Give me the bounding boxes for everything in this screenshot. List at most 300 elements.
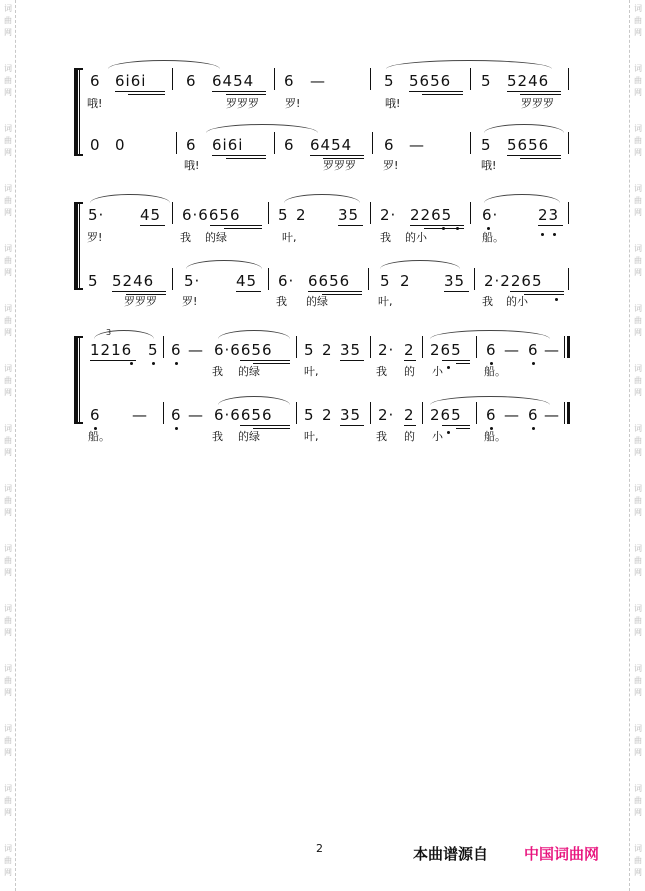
watermark-char: 曲 bbox=[4, 676, 12, 685]
watermark-char: 词 bbox=[4, 244, 12, 253]
beam bbox=[140, 225, 165, 226]
low-octave-dot bbox=[456, 227, 459, 230]
note: 6 bbox=[171, 341, 182, 359]
watermark-char: 网 bbox=[634, 508, 642, 517]
note: 6· bbox=[278, 272, 295, 290]
beam bbox=[128, 94, 165, 95]
slur bbox=[430, 330, 550, 339]
note-group: 5246 bbox=[507, 72, 550, 90]
lyric: 罗罗罗 bbox=[124, 295, 157, 308]
beam bbox=[442, 360, 470, 361]
beam bbox=[404, 425, 416, 426]
lyric: 叶, bbox=[378, 295, 393, 308]
watermark-char: 网 bbox=[634, 568, 642, 577]
note: 5 bbox=[304, 341, 315, 359]
note: 0 bbox=[90, 136, 101, 154]
watermark-char: 网 bbox=[4, 88, 12, 97]
beam bbox=[226, 94, 266, 95]
note: 2· bbox=[378, 341, 395, 359]
note: 6 bbox=[384, 136, 395, 154]
barline bbox=[163, 336, 164, 358]
barline bbox=[476, 336, 477, 358]
lyric: 叶, bbox=[282, 231, 297, 244]
note-group: 5656 bbox=[409, 72, 452, 90]
watermark-char: 曲 bbox=[4, 736, 12, 745]
watermark-char: 词 bbox=[634, 244, 642, 253]
watermark-char: 网 bbox=[4, 28, 12, 37]
beam bbox=[90, 360, 136, 361]
note: 6 bbox=[284, 136, 295, 154]
note: 2 bbox=[400, 272, 411, 290]
note-group: 35 bbox=[444, 272, 466, 290]
watermark-char: 词 bbox=[634, 364, 642, 373]
watermark-char: 网 bbox=[4, 868, 12, 877]
watermark-char: 网 bbox=[4, 688, 12, 697]
note-group: 6454 bbox=[310, 136, 353, 154]
lyric: 的绿 bbox=[205, 231, 227, 244]
note: 5 bbox=[278, 206, 289, 224]
source-site-link[interactable]: 中国词曲网 bbox=[524, 845, 600, 863]
system-brace bbox=[74, 202, 78, 290]
slur bbox=[386, 60, 552, 69]
left-watermark-strip bbox=[0, 0, 16, 891]
note-group: 35 bbox=[338, 206, 360, 224]
beam bbox=[340, 360, 364, 361]
watermark-char: 词 bbox=[4, 184, 12, 193]
beam bbox=[507, 155, 561, 156]
source-prefix: 本曲谱源自 bbox=[413, 845, 489, 863]
watermark-char: 曲 bbox=[4, 196, 12, 205]
system-brace bbox=[74, 336, 78, 424]
note: 6 bbox=[528, 406, 539, 424]
note: 2 bbox=[322, 341, 333, 359]
barline bbox=[268, 202, 269, 224]
barline bbox=[474, 268, 475, 290]
watermark-char: 曲 bbox=[4, 796, 12, 805]
beam bbox=[112, 291, 166, 292]
dash: — bbox=[310, 72, 326, 90]
watermark-char: 曲 bbox=[634, 256, 642, 265]
beam bbox=[524, 294, 564, 295]
barline bbox=[172, 268, 173, 290]
slur bbox=[484, 124, 564, 133]
lyric: 的小 bbox=[506, 295, 528, 308]
barline bbox=[568, 132, 569, 154]
note: 6 bbox=[486, 341, 497, 359]
watermark-char: 词 bbox=[4, 124, 12, 133]
beam bbox=[404, 360, 416, 361]
note-group: 45 bbox=[236, 272, 258, 290]
note-group: 5656 bbox=[507, 136, 550, 154]
barline bbox=[274, 68, 275, 90]
slur bbox=[90, 194, 170, 203]
lyric: 我 bbox=[376, 430, 387, 443]
watermark-char: 网 bbox=[4, 148, 12, 157]
note-group: 265 bbox=[430, 406, 462, 424]
lyric: 小 bbox=[432, 365, 443, 378]
barline bbox=[296, 336, 297, 358]
beam bbox=[212, 91, 266, 92]
lyric: 叶, bbox=[304, 365, 319, 378]
beam bbox=[240, 360, 290, 361]
system-start-barline bbox=[79, 202, 80, 290]
slur bbox=[218, 396, 290, 405]
watermark-char: 词 bbox=[4, 64, 12, 73]
watermark-char: 曲 bbox=[634, 556, 642, 565]
barline bbox=[470, 68, 471, 90]
note: 2· bbox=[380, 206, 397, 224]
dash: — bbox=[544, 406, 560, 424]
barline bbox=[372, 132, 373, 154]
watermark-char: 词 bbox=[634, 784, 642, 793]
watermark-char: 词 bbox=[4, 604, 12, 613]
watermark-char: 网 bbox=[4, 388, 12, 397]
dash: — bbox=[504, 406, 520, 424]
beam bbox=[310, 155, 364, 156]
beam bbox=[224, 228, 262, 229]
note: 2 bbox=[296, 206, 307, 224]
beam bbox=[409, 91, 463, 92]
dash: — bbox=[132, 406, 148, 424]
low-octave-dot bbox=[130, 362, 133, 365]
watermark-char: 词 bbox=[4, 484, 12, 493]
note-group: 1216 bbox=[90, 341, 133, 359]
beam bbox=[422, 94, 463, 95]
note-group: 6·6656 bbox=[182, 206, 241, 224]
watermark-char: 曲 bbox=[4, 256, 12, 265]
watermark-char: 词 bbox=[634, 484, 642, 493]
watermark-char: 词 bbox=[4, 424, 12, 433]
watermark-char: 词 bbox=[4, 724, 12, 733]
watermark-char: 曲 bbox=[634, 676, 642, 685]
dash: — bbox=[504, 341, 520, 359]
lyric: 叶, bbox=[304, 430, 319, 443]
slur bbox=[484, 194, 560, 203]
low-octave-dot bbox=[555, 298, 558, 301]
lyric: 罗! bbox=[87, 231, 103, 244]
watermark-char: 曲 bbox=[4, 856, 12, 865]
low-octave-dot bbox=[532, 362, 535, 365]
beam bbox=[456, 428, 470, 429]
lyric: 船。 bbox=[482, 231, 504, 244]
watermark-char: 网 bbox=[4, 448, 12, 457]
watermark-char: 网 bbox=[634, 808, 642, 817]
final-barline-thin bbox=[564, 336, 565, 358]
lyric: 罗! bbox=[383, 159, 399, 172]
watermark-char: 曲 bbox=[4, 376, 12, 385]
watermark-char: 曲 bbox=[634, 616, 642, 625]
note: 0 bbox=[115, 136, 126, 154]
barline bbox=[274, 132, 275, 154]
lyric: 我 bbox=[276, 295, 287, 308]
beam bbox=[507, 91, 561, 92]
slur bbox=[94, 330, 154, 339]
watermark-char: 词 bbox=[634, 124, 642, 133]
note-group: 2265 bbox=[410, 206, 453, 224]
barline bbox=[370, 402, 371, 424]
note: 6 bbox=[186, 72, 197, 90]
watermark-char: 网 bbox=[4, 508, 12, 517]
slur bbox=[284, 194, 360, 203]
note: 5 bbox=[384, 72, 395, 90]
barline bbox=[568, 202, 569, 224]
note: 6 bbox=[186, 136, 197, 154]
barline bbox=[470, 132, 471, 154]
watermark-char: 曲 bbox=[634, 436, 642, 445]
barline bbox=[370, 68, 371, 90]
note: 5· bbox=[88, 206, 105, 224]
system-brace bbox=[74, 68, 78, 156]
beam bbox=[410, 225, 464, 226]
low-octave-dot bbox=[532, 427, 535, 430]
watermark-char: 词 bbox=[634, 604, 642, 613]
watermark-char: 词 bbox=[4, 4, 12, 13]
watermark-char: 曲 bbox=[4, 556, 12, 565]
beam bbox=[520, 158, 561, 159]
beam bbox=[115, 91, 165, 92]
beam bbox=[308, 291, 362, 292]
watermark-char: 网 bbox=[634, 868, 642, 877]
note-group: 265 bbox=[430, 341, 462, 359]
barline bbox=[422, 336, 423, 358]
note: 2 bbox=[322, 406, 333, 424]
watermark-char: 网 bbox=[4, 628, 12, 637]
watermark-char: 网 bbox=[634, 208, 642, 217]
watermark-char: 词 bbox=[634, 724, 642, 733]
watermark-char: 曲 bbox=[634, 316, 642, 325]
barline bbox=[370, 202, 371, 224]
lyric: 船。 bbox=[88, 430, 110, 443]
watermark-char: 网 bbox=[4, 808, 12, 817]
low-octave-dot bbox=[152, 362, 155, 365]
watermark-char: 词 bbox=[4, 364, 12, 373]
beam bbox=[210, 225, 262, 226]
low-octave-dot bbox=[447, 366, 450, 369]
note-group: 6·6656 bbox=[214, 341, 273, 359]
lyric: 的 bbox=[404, 430, 415, 443]
note-group: 35 bbox=[340, 341, 362, 359]
watermark-char: 网 bbox=[634, 28, 642, 37]
barline bbox=[568, 268, 569, 290]
lyric: 我 bbox=[212, 430, 223, 443]
dash: — bbox=[188, 341, 204, 359]
lyric: 的绿 bbox=[238, 430, 260, 443]
note-group: 6454 bbox=[212, 72, 255, 90]
watermark-char: 词 bbox=[634, 544, 642, 553]
watermark-char: 曲 bbox=[634, 376, 642, 385]
lyric: 小 bbox=[432, 430, 443, 443]
lyric: 罗罗罗 bbox=[323, 159, 356, 172]
note: 2 bbox=[404, 406, 415, 424]
beam bbox=[340, 425, 364, 426]
watermark-char: 曲 bbox=[4, 616, 12, 625]
dash: — bbox=[544, 341, 560, 359]
watermark-char: 网 bbox=[634, 268, 642, 277]
note: 5 bbox=[304, 406, 315, 424]
watermark-char: 网 bbox=[634, 328, 642, 337]
beam bbox=[253, 428, 290, 429]
watermark-char: 网 bbox=[634, 688, 642, 697]
barline bbox=[476, 402, 477, 424]
watermark-char: 网 bbox=[634, 448, 642, 457]
note: 5· bbox=[184, 272, 201, 290]
low-octave-dot bbox=[175, 427, 178, 430]
beam bbox=[510, 291, 564, 292]
note: 5 bbox=[481, 72, 492, 90]
lyric: 的绿 bbox=[238, 365, 260, 378]
note-group: 6i6i bbox=[212, 136, 244, 154]
barline bbox=[422, 402, 423, 424]
beam bbox=[520, 94, 561, 95]
note: 5 bbox=[148, 341, 159, 359]
lyric: 我 bbox=[212, 365, 223, 378]
low-octave-dot bbox=[541, 233, 544, 236]
beam bbox=[538, 225, 563, 226]
note-group: 6·6656 bbox=[214, 406, 273, 424]
watermark-char: 词 bbox=[4, 544, 12, 553]
beam bbox=[444, 291, 469, 292]
slur bbox=[206, 124, 318, 133]
lyric: 船。 bbox=[484, 365, 506, 378]
lyric: 哦! bbox=[87, 97, 103, 110]
page-number: 2 bbox=[316, 842, 323, 855]
note-group: 23 bbox=[538, 206, 560, 224]
triplet-mark: 3 bbox=[106, 328, 112, 337]
lyric: 哦! bbox=[184, 159, 200, 172]
beam bbox=[236, 291, 261, 292]
watermark-char: 曲 bbox=[634, 136, 642, 145]
note-group: 2·2265 bbox=[484, 272, 543, 290]
note: 6 bbox=[528, 341, 539, 359]
note-group: 6656 bbox=[308, 272, 351, 290]
beam bbox=[456, 363, 470, 364]
note-group: 5246 bbox=[112, 272, 155, 290]
watermark-char: 词 bbox=[4, 844, 12, 853]
watermark-char: 网 bbox=[634, 748, 642, 757]
barline bbox=[163, 402, 164, 424]
lyric: 船。 bbox=[484, 430, 506, 443]
watermark-char: 网 bbox=[4, 568, 12, 577]
lyric: 我 bbox=[380, 231, 391, 244]
beam bbox=[442, 425, 470, 426]
low-octave-dot bbox=[487, 227, 490, 230]
note-group: 6i6i bbox=[115, 72, 147, 90]
watermark-char: 词 bbox=[634, 304, 642, 313]
beam bbox=[253, 363, 290, 364]
lyric: 我 bbox=[376, 365, 387, 378]
watermark-char: 网 bbox=[634, 388, 642, 397]
watermark-char: 网 bbox=[634, 628, 642, 637]
lyric: 哦! bbox=[481, 159, 497, 172]
note-group: 45 bbox=[140, 206, 162, 224]
slur bbox=[380, 260, 460, 269]
lyric: 罗罗罗 bbox=[226, 97, 259, 110]
watermark-char: 网 bbox=[634, 148, 642, 157]
note: 6 bbox=[284, 72, 295, 90]
slur bbox=[186, 260, 262, 269]
low-octave-dot bbox=[447, 431, 450, 434]
watermark-char: 网 bbox=[634, 88, 642, 97]
beam bbox=[338, 225, 363, 226]
watermark-char: 词 bbox=[4, 304, 12, 313]
watermark-char: 曲 bbox=[4, 76, 12, 85]
beam bbox=[212, 155, 266, 156]
watermark-char: 词 bbox=[4, 784, 12, 793]
barline bbox=[172, 68, 173, 90]
lyric: 的绿 bbox=[306, 295, 328, 308]
note-group: 35 bbox=[340, 406, 362, 424]
barline bbox=[568, 68, 569, 90]
lyric: 哦! bbox=[385, 97, 401, 110]
lyric: 罗! bbox=[182, 295, 198, 308]
barline bbox=[176, 132, 177, 154]
final-barline-thick bbox=[567, 402, 570, 424]
lyric: 的 bbox=[404, 365, 415, 378]
lyric: 的小 bbox=[405, 231, 427, 244]
watermark-char: 词 bbox=[634, 844, 642, 853]
note: 5 bbox=[380, 272, 391, 290]
barline bbox=[296, 402, 297, 424]
lyric: 罗罗罗 bbox=[521, 97, 554, 110]
slur bbox=[430, 396, 550, 405]
watermark-char: 网 bbox=[4, 208, 12, 217]
barline bbox=[370, 336, 371, 358]
note: 5 bbox=[88, 272, 99, 290]
note: 6 bbox=[486, 406, 497, 424]
system-start-barline bbox=[79, 336, 80, 424]
watermark-char: 词 bbox=[4, 664, 12, 673]
watermark-char: 曲 bbox=[4, 16, 12, 25]
watermark-char: 词 bbox=[634, 664, 642, 673]
watermark-char: 词 bbox=[634, 64, 642, 73]
note: 6· bbox=[482, 206, 499, 224]
dash: — bbox=[409, 136, 425, 154]
watermark-char: 曲 bbox=[634, 76, 642, 85]
watermark-char: 曲 bbox=[634, 736, 642, 745]
watermark-char: 网 bbox=[4, 748, 12, 757]
watermark-char: 网 bbox=[4, 328, 12, 337]
low-octave-dot bbox=[442, 227, 445, 230]
lyric: 罗! bbox=[285, 97, 301, 110]
final-barline-thick bbox=[567, 336, 570, 358]
note: 5 bbox=[481, 136, 492, 154]
lyric: 我 bbox=[482, 295, 493, 308]
beam bbox=[322, 294, 362, 295]
watermark-char: 曲 bbox=[634, 196, 642, 205]
watermark-char: 曲 bbox=[4, 136, 12, 145]
watermark-char: 网 bbox=[4, 268, 12, 277]
watermark-char: 曲 bbox=[4, 436, 12, 445]
note: 2· bbox=[378, 406, 395, 424]
beam bbox=[226, 158, 266, 159]
note: 6 bbox=[90, 406, 101, 424]
watermark-char: 曲 bbox=[634, 856, 642, 865]
slur bbox=[108, 60, 220, 69]
barline bbox=[470, 202, 471, 224]
watermark-char: 曲 bbox=[4, 316, 12, 325]
watermark-char: 词 bbox=[634, 4, 642, 13]
watermark-char: 曲 bbox=[4, 496, 12, 505]
barline bbox=[368, 268, 369, 290]
low-octave-dot bbox=[175, 362, 178, 365]
note: 6 bbox=[171, 406, 182, 424]
watermark-char: 词 bbox=[634, 424, 642, 433]
beam bbox=[240, 425, 290, 426]
watermark-char: 曲 bbox=[634, 796, 642, 805]
watermark-char: 词 bbox=[634, 184, 642, 193]
low-octave-dot bbox=[553, 233, 556, 236]
watermark-char: 曲 bbox=[634, 496, 642, 505]
